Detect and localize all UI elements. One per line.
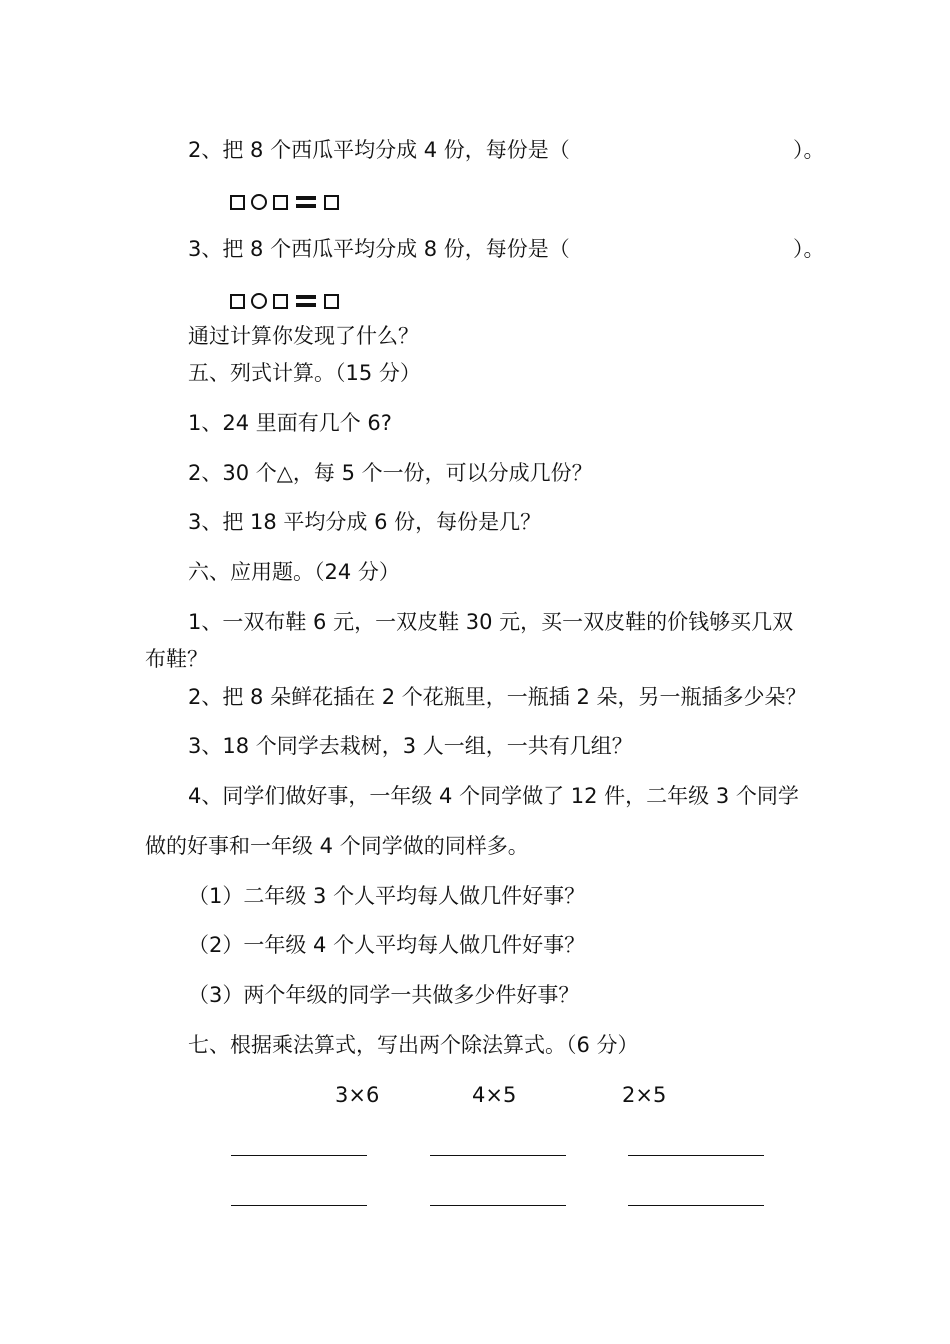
section-5-item-2: 2、30 个△，每 5 个一份，可以分成几份？	[188, 461, 593, 485]
section-6-q1-line2: 布鞋？	[145, 647, 208, 671]
answer-box[interactable]	[230, 294, 245, 309]
section-7-title: 七、根据乘法算式，写出两个除法算式。（6 分）	[188, 1033, 639, 1057]
equals-sign	[296, 295, 316, 307]
operator-circle[interactable]	[251, 194, 267, 210]
question-4-3-close: ）。	[793, 237, 825, 261]
section-6-q4-sub-2: （2）一年级 4 个人平均每人做几件好事？	[188, 933, 586, 957]
section-6-title: 六、应用题。（24 分）	[188, 560, 400, 584]
section-6-q2: 2、把 8 朵鲜花插在 2 个花瓶里，一瓶插 2 朵，另一瓶插多少朵？	[188, 685, 807, 709]
answer-box[interactable]	[324, 195, 339, 210]
section-6-q3: 3、18 个同学去栽树，3 人一组，一共有几组？	[188, 734, 633, 758]
answer-blank[interactable]	[231, 1205, 367, 1206]
equation-boxes-2	[230, 293, 339, 309]
answer-blank[interactable]	[430, 1205, 566, 1206]
answer-box[interactable]	[273, 294, 288, 309]
discover-question: 通过计算你发现了什么？	[188, 324, 419, 348]
section-5-item-3: 3、把 18 平均分成 6 份，每份是几？	[188, 510, 542, 534]
section-5-title: 五、列式计算。（15 分）	[188, 361, 421, 385]
section-6-q4-line1: 4、同学们做好事，一年级 4 个同学做了 12 件，二年级 3 个同学	[188, 784, 799, 808]
answer-box[interactable]	[230, 195, 245, 210]
answer-box[interactable]	[273, 195, 288, 210]
multiplication-expression-1: 3×6	[335, 1083, 380, 1107]
answer-blank[interactable]	[430, 1155, 566, 1156]
equation-boxes-1	[230, 194, 339, 210]
section-6-q4-sub-3: （3）两个年级的同学一共做多少件好事？	[188, 983, 580, 1007]
answer-blank[interactable]	[628, 1155, 764, 1156]
section-6-q4-line2: 做的好事和一年级 4 个同学做的同样多。	[145, 834, 529, 858]
answer-blank[interactable]	[231, 1155, 367, 1156]
section-6-q1-line1: 1、一双布鞋 6 元，一双皮鞋 30 元，买一双皮鞋的价钱够买几双	[188, 610, 794, 634]
answer-box[interactable]	[324, 294, 339, 309]
equals-sign	[296, 196, 316, 208]
operator-circle[interactable]	[251, 293, 267, 309]
question-4-3: 3、把 8 个西瓜平均分成 8 份，每份是（	[188, 237, 570, 261]
multiplication-expression-2: 4×5	[472, 1083, 517, 1107]
multiplication-expression-3: 2×5	[622, 1083, 667, 1107]
question-4-2: 2、把 8 个西瓜平均分成 4 份，每份是（	[188, 138, 570, 162]
answer-blank[interactable]	[628, 1205, 764, 1206]
question-4-2-close: ）。	[793, 138, 825, 162]
section-6-q4-sub-1: （1）二年级 3 个人平均每人做几件好事？	[188, 884, 586, 908]
section-5-item-1: 1、24 里面有几个 6?	[188, 411, 392, 435]
